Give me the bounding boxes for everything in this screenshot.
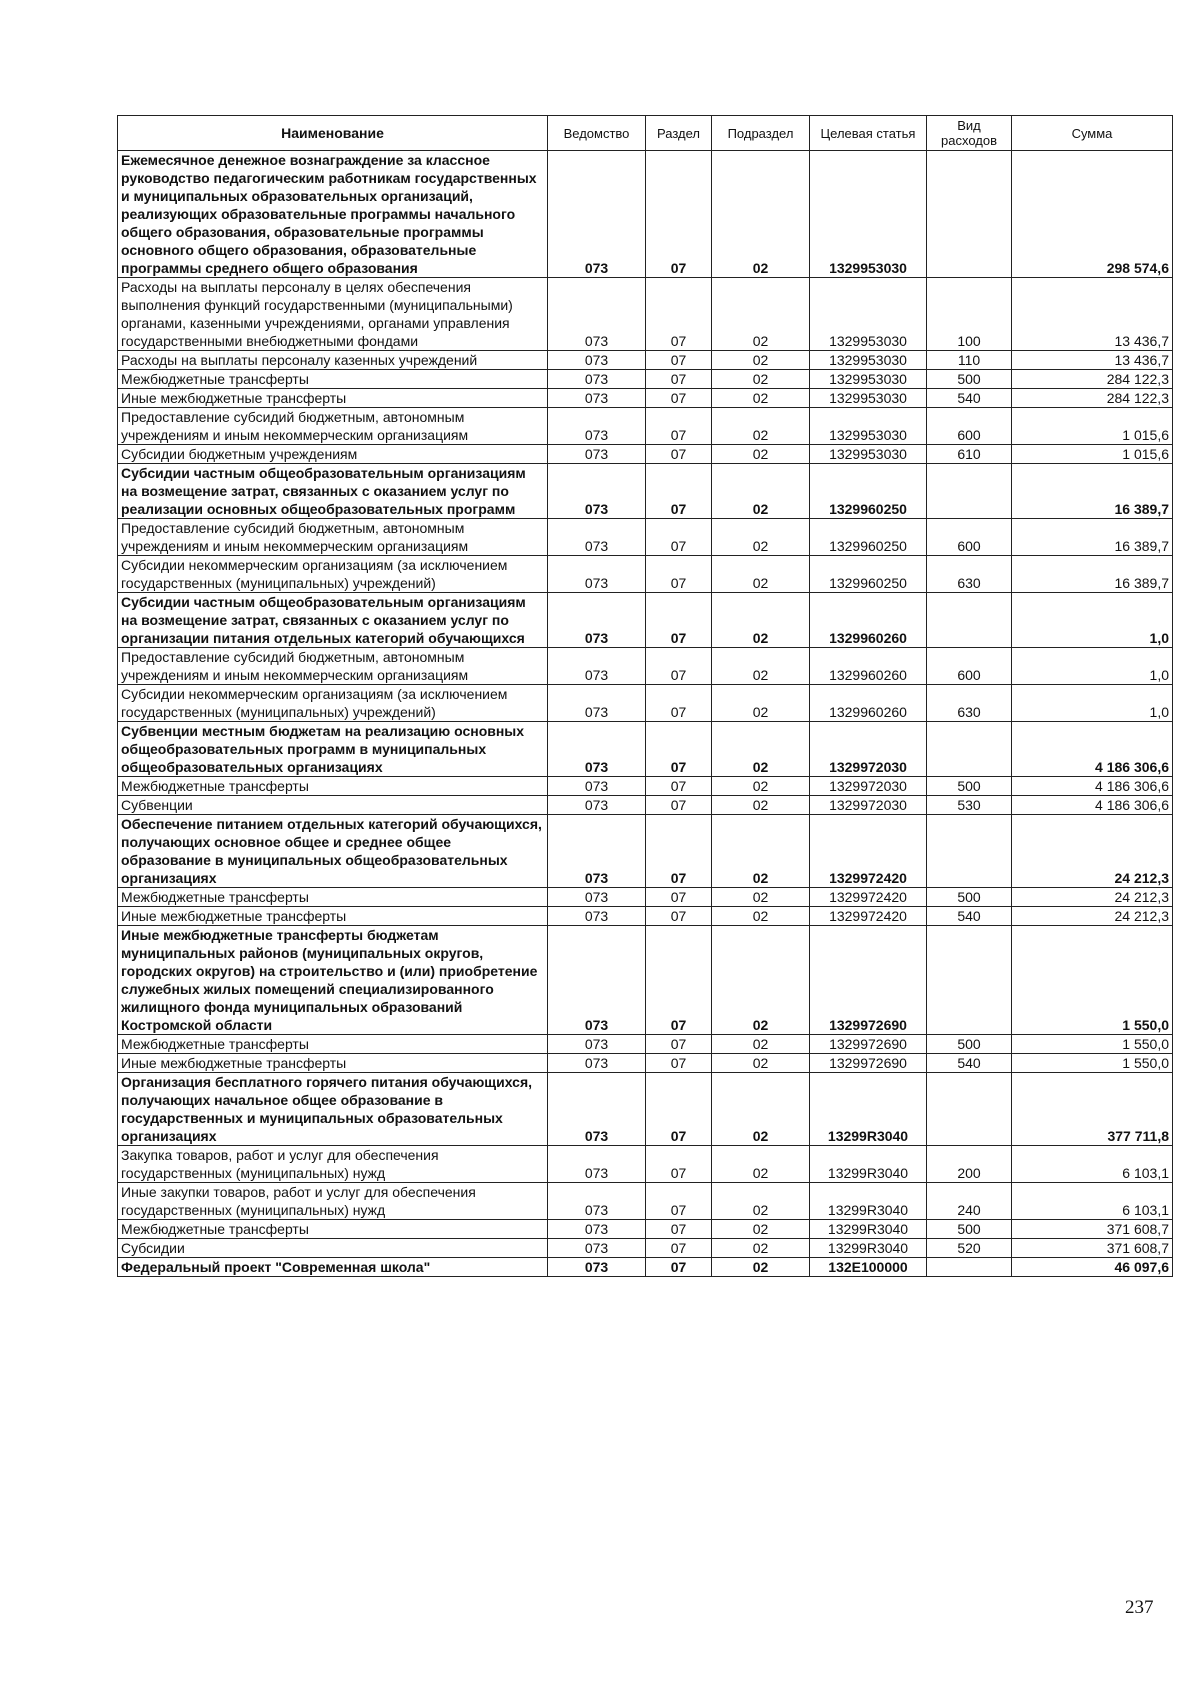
table-row xyxy=(118,1073,1173,1146)
cell-celevaya: 1329953030 xyxy=(810,370,927,389)
cell-vid xyxy=(927,722,1012,777)
cell-vid xyxy=(927,151,1012,278)
cell-summa: 16 389,7 xyxy=(1012,556,1173,593)
header-name: Наименование xyxy=(118,116,548,151)
cell-celevaya: 1329953030 xyxy=(810,351,927,370)
cell-razdel: 07 xyxy=(646,888,712,907)
cell-razdel: 07 xyxy=(646,445,712,464)
cell-celevaya: 13299R3040 xyxy=(810,1073,927,1146)
cell-vedomstvo: 073 xyxy=(548,1239,646,1258)
table-row xyxy=(118,907,1173,926)
cell-name: Субсидии некоммерческим организациям (за исключением государственных (муниципальных) учреждений) xyxy=(118,685,548,722)
cell-vedomstvo: 073 xyxy=(548,278,646,351)
cell-razdel: 07 xyxy=(646,1258,712,1277)
table-body xyxy=(118,151,1173,1277)
table-row xyxy=(118,888,1173,907)
cell-podrazdel: 02 xyxy=(712,464,810,519)
table-row xyxy=(118,1146,1173,1183)
cell-name: Расходы на выплаты персоналу в целях обеспечения выполнения функций государственными (муниципальными) органами, казенными учреждениями, органами управления государственными внебюджетными фондами xyxy=(118,278,548,351)
cell-razdel: 07 xyxy=(646,1054,712,1073)
cell-razdel: 07 xyxy=(646,556,712,593)
cell-name: Субсидии бюджетным учреждениям xyxy=(118,445,548,464)
cell-celevaya: 13299R3040 xyxy=(810,1239,927,1258)
cell-vedomstvo: 073 xyxy=(548,1258,646,1277)
cell-celevaya: 1329953030 xyxy=(810,278,927,351)
cell-vid: 500 xyxy=(927,777,1012,796)
cell-celevaya: 1329972030 xyxy=(810,722,927,777)
cell-razdel: 07 xyxy=(646,777,712,796)
header-podrazdel: Подраздел xyxy=(712,116,810,151)
cell-vid xyxy=(927,815,1012,888)
cell-name: Иные межбюджетные трансферты xyxy=(118,389,548,408)
cell-summa: 1 550,0 xyxy=(1012,926,1173,1035)
cell-podrazdel: 02 xyxy=(712,796,810,815)
cell-vedomstvo: 073 xyxy=(548,1035,646,1054)
cell-vedomstvo: 073 xyxy=(548,445,646,464)
cell-razdel: 07 xyxy=(646,1073,712,1146)
cell-podrazdel: 02 xyxy=(712,278,810,351)
cell-podrazdel: 02 xyxy=(712,648,810,685)
cell-summa: 24 212,3 xyxy=(1012,907,1173,926)
cell-vid: 110 xyxy=(927,351,1012,370)
cell-summa: 1 015,6 xyxy=(1012,445,1173,464)
header-vedomstvo: Ведомство xyxy=(548,116,646,151)
cell-vid: 600 xyxy=(927,519,1012,556)
cell-vid: 500 xyxy=(927,1220,1012,1239)
cell-podrazdel: 02 xyxy=(712,519,810,556)
header-row xyxy=(118,116,1173,151)
cell-summa: 16 389,7 xyxy=(1012,519,1173,556)
cell-vedomstvo: 073 xyxy=(548,464,646,519)
cell-vid: 200 xyxy=(927,1146,1012,1183)
table-row xyxy=(118,1054,1173,1073)
cell-vedomstvo: 073 xyxy=(548,593,646,648)
cell-name: Межбюджетные трансферты xyxy=(118,1035,548,1054)
header-summa: Сумма xyxy=(1012,116,1173,151)
table-row xyxy=(118,151,1173,278)
table-row xyxy=(118,389,1173,408)
cell-vid: 610 xyxy=(927,445,1012,464)
cell-vid: 540 xyxy=(927,1054,1012,1073)
cell-vid: 520 xyxy=(927,1239,1012,1258)
cell-vedomstvo: 073 xyxy=(548,1220,646,1239)
cell-summa: 6 103,1 xyxy=(1012,1146,1173,1183)
cell-vedomstvo: 073 xyxy=(548,351,646,370)
cell-summa: 16 389,7 xyxy=(1012,464,1173,519)
cell-vedomstvo: 073 xyxy=(548,722,646,777)
cell-razdel: 07 xyxy=(646,796,712,815)
cell-vedomstvo: 073 xyxy=(548,1183,646,1220)
table-row xyxy=(118,777,1173,796)
cell-podrazdel: 02 xyxy=(712,370,810,389)
table-row xyxy=(118,926,1173,1035)
cell-razdel: 07 xyxy=(646,370,712,389)
cell-celevaya: 1329972030 xyxy=(810,796,927,815)
cell-podrazdel: 02 xyxy=(712,1073,810,1146)
cell-summa: 1,0 xyxy=(1012,593,1173,648)
cell-vedomstvo: 073 xyxy=(548,926,646,1035)
cell-podrazdel: 02 xyxy=(712,1258,810,1277)
cell-name: Предоставление субсидий бюджетным, автономным учреждениям и иным некоммерческим организациям xyxy=(118,648,548,685)
table-row xyxy=(118,1183,1173,1220)
cell-celevaya: 1329972420 xyxy=(810,907,927,926)
page-number: 237 xyxy=(1125,1597,1154,1618)
cell-celevaya: 1329960250 xyxy=(810,519,927,556)
cell-podrazdel: 02 xyxy=(712,777,810,796)
cell-name: Межбюджетные трансферты xyxy=(118,777,548,796)
cell-summa: 1 550,0 xyxy=(1012,1035,1173,1054)
cell-vid: 540 xyxy=(927,389,1012,408)
cell-razdel: 07 xyxy=(646,685,712,722)
cell-summa: 1,0 xyxy=(1012,648,1173,685)
cell-razdel: 07 xyxy=(646,151,712,278)
cell-celevaya: 1329972690 xyxy=(810,926,927,1035)
cell-razdel: 07 xyxy=(646,1220,712,1239)
cell-celevaya: 132E100000 xyxy=(810,1258,927,1277)
cell-podrazdel: 02 xyxy=(712,1220,810,1239)
cell-name: Ежемесячное денежное вознаграждение за классное руководство педагогическим работникам государственных и муниципальных образовательных организаций, реализующих образовательные программы начального общего образования, образовательные программы основного общего образования, образовательные программы среднего общего образования xyxy=(118,151,548,278)
cell-vedomstvo: 073 xyxy=(548,1054,646,1073)
budget-table xyxy=(117,115,1173,1277)
cell-vedomstvo: 073 xyxy=(548,796,646,815)
header-vid: Вид расходов xyxy=(927,116,1012,151)
cell-vedomstvo: 073 xyxy=(548,519,646,556)
cell-razdel: 07 xyxy=(646,648,712,685)
cell-vid: 530 xyxy=(927,796,1012,815)
cell-celevaya: 1329953030 xyxy=(810,445,927,464)
table-row xyxy=(118,796,1173,815)
cell-summa: 1,0 xyxy=(1012,685,1173,722)
table-row xyxy=(118,1035,1173,1054)
cell-razdel: 07 xyxy=(646,926,712,1035)
cell-name: Иные межбюджетные трансферты xyxy=(118,907,548,926)
cell-summa: 4 186 306,6 xyxy=(1012,777,1173,796)
cell-name: Закупка товаров, работ и услуг для обеспечения государственных (муниципальных) нужд xyxy=(118,1146,548,1183)
cell-summa: 377 711,8 xyxy=(1012,1073,1173,1146)
cell-razdel: 07 xyxy=(646,722,712,777)
cell-name: Межбюджетные трансферты xyxy=(118,888,548,907)
cell-vid: 540 xyxy=(927,907,1012,926)
cell-vedomstvo: 073 xyxy=(548,1146,646,1183)
table-row xyxy=(118,1258,1173,1277)
cell-razdel: 07 xyxy=(646,464,712,519)
cell-vid: 500 xyxy=(927,1035,1012,1054)
cell-summa: 24 212,3 xyxy=(1012,815,1173,888)
cell-summa: 13 436,7 xyxy=(1012,278,1173,351)
table-row xyxy=(118,408,1173,445)
cell-vedomstvo: 073 xyxy=(548,408,646,445)
cell-podrazdel: 02 xyxy=(712,1146,810,1183)
cell-podrazdel: 02 xyxy=(712,722,810,777)
cell-name: Субвенции xyxy=(118,796,548,815)
cell-vedomstvo: 073 xyxy=(548,888,646,907)
cell-podrazdel: 02 xyxy=(712,685,810,722)
cell-vid xyxy=(927,593,1012,648)
cell-vid: 630 xyxy=(927,556,1012,593)
cell-podrazdel: 02 xyxy=(712,593,810,648)
cell-razdel: 07 xyxy=(646,1035,712,1054)
cell-razdel: 07 xyxy=(646,907,712,926)
cell-celevaya: 1329972420 xyxy=(810,815,927,888)
cell-razdel: 07 xyxy=(646,389,712,408)
cell-vedomstvo: 073 xyxy=(548,556,646,593)
cell-razdel: 07 xyxy=(646,1239,712,1258)
cell-summa: 1 550,0 xyxy=(1012,1054,1173,1073)
cell-vid: 240 xyxy=(927,1183,1012,1220)
cell-podrazdel: 02 xyxy=(712,1239,810,1258)
cell-name: Иные межбюджетные трансферты xyxy=(118,1054,548,1073)
cell-name: Субвенции местным бюджетам на реализацию основных общеобразовательных программ в муниципальных общеобразовательных организациях xyxy=(118,722,548,777)
table-row xyxy=(118,685,1173,722)
cell-summa: 1 015,6 xyxy=(1012,408,1173,445)
cell-vedomstvo: 073 xyxy=(548,1073,646,1146)
cell-celevaya: 1329960260 xyxy=(810,685,927,722)
cell-summa: 4 186 306,6 xyxy=(1012,796,1173,815)
table-row xyxy=(118,648,1173,685)
cell-podrazdel: 02 xyxy=(712,926,810,1035)
cell-summa: 284 122,3 xyxy=(1012,389,1173,408)
cell-summa: 298 574,6 xyxy=(1012,151,1173,278)
cell-celevaya: 1329953030 xyxy=(810,151,927,278)
cell-vedomstvo: 073 xyxy=(548,815,646,888)
cell-podrazdel: 02 xyxy=(712,888,810,907)
cell-celevaya: 1329972690 xyxy=(810,1035,927,1054)
cell-vid: 600 xyxy=(927,648,1012,685)
cell-name: Субсидии частным общеобразовательным организациям на возмещение затрат, связанных с оказанием услуг по реализации основных общеобразовательных программ xyxy=(118,464,548,519)
cell-vedomstvo: 073 xyxy=(548,648,646,685)
cell-name: Субсидии частным общеобразовательным организациям на возмещение затрат, связанных с оказанием услуг по организации питания отдельных категорий обучающихся xyxy=(118,593,548,648)
cell-name: Иные межбюджетные трансферты бюджетам муниципальных районов (муниципальных округов, городских округов) на строительство и (или) приобретение служебных жилых помещений специализированного жилищного фонда муниципальных образований Костромской области xyxy=(118,926,548,1035)
cell-celevaya: 1329960260 xyxy=(810,648,927,685)
table-row xyxy=(118,593,1173,648)
cell-vedomstvo: 073 xyxy=(548,907,646,926)
cell-vid: 100 xyxy=(927,278,1012,351)
cell-summa: 371 608,7 xyxy=(1012,1239,1173,1258)
cell-vid xyxy=(927,926,1012,1035)
table-row xyxy=(118,351,1173,370)
cell-celevaya: 13299R3040 xyxy=(810,1146,927,1183)
cell-name: Межбюджетные трансферты xyxy=(118,370,548,389)
cell-vedomstvo: 073 xyxy=(548,389,646,408)
cell-name: Предоставление субсидий бюджетным, автономным учреждениям и иным некоммерческим организациям xyxy=(118,408,548,445)
cell-vid: 500 xyxy=(927,888,1012,907)
cell-podrazdel: 02 xyxy=(712,1054,810,1073)
cell-razdel: 07 xyxy=(646,351,712,370)
cell-celevaya: 1329972030 xyxy=(810,777,927,796)
cell-podrazdel: 02 xyxy=(712,389,810,408)
cell-vid xyxy=(927,1258,1012,1277)
cell-podrazdel: 02 xyxy=(712,151,810,278)
cell-celevaya: 13299R3040 xyxy=(810,1220,927,1239)
table-row xyxy=(118,278,1173,351)
table-row xyxy=(118,722,1173,777)
cell-vid xyxy=(927,1073,1012,1146)
cell-name: Организация бесплатного горячего питания обучающихся, получающих начальное общее образование в государственных и муниципальных образовательных организациях xyxy=(118,1073,548,1146)
cell-razdel: 07 xyxy=(646,593,712,648)
cell-name: Субсидии некоммерческим организациям (за исключением государственных (муниципальных) учреждений) xyxy=(118,556,548,593)
cell-razdel: 07 xyxy=(646,1183,712,1220)
cell-name: Субсидии xyxy=(118,1239,548,1258)
cell-vid: 500 xyxy=(927,370,1012,389)
cell-vedomstvo: 073 xyxy=(548,370,646,389)
cell-vid: 600 xyxy=(927,408,1012,445)
cell-razdel: 07 xyxy=(646,815,712,888)
cell-celevaya: 1329972420 xyxy=(810,888,927,907)
cell-podrazdel: 02 xyxy=(712,445,810,464)
cell-summa: 371 608,7 xyxy=(1012,1220,1173,1239)
table-row xyxy=(118,815,1173,888)
cell-vid xyxy=(927,464,1012,519)
cell-name: Предоставление субсидий бюджетным, автономным учреждениям и иным некоммерческим организациям xyxy=(118,519,548,556)
cell-name: Федеральный проект "Современная школа" xyxy=(118,1258,548,1277)
cell-name: Расходы на выплаты персоналу казенных учреждений xyxy=(118,351,548,370)
cell-podrazdel: 02 xyxy=(712,351,810,370)
cell-vedomstvo: 073 xyxy=(548,151,646,278)
cell-vedomstvo: 073 xyxy=(548,777,646,796)
cell-celevaya: 1329972690 xyxy=(810,1054,927,1073)
cell-razdel: 07 xyxy=(646,278,712,351)
table-row xyxy=(118,519,1173,556)
table-row xyxy=(118,445,1173,464)
table-row xyxy=(118,464,1173,519)
cell-podrazdel: 02 xyxy=(712,1035,810,1054)
cell-vedomstvo: 073 xyxy=(548,685,646,722)
cell-podrazdel: 02 xyxy=(712,1183,810,1220)
cell-summa: 24 212,3 xyxy=(1012,888,1173,907)
table-row xyxy=(118,370,1173,389)
cell-name: Иные закупки товаров, работ и услуг для обеспечения государственных (муниципальных) нужд xyxy=(118,1183,548,1220)
cell-podrazdel: 02 xyxy=(712,815,810,888)
cell-podrazdel: 02 xyxy=(712,907,810,926)
header-celevaya: Целевая статья xyxy=(810,116,927,151)
cell-podrazdel: 02 xyxy=(712,556,810,593)
cell-razdel: 07 xyxy=(646,408,712,445)
header-razdel: Раздел xyxy=(646,116,712,151)
cell-celevaya: 1329960260 xyxy=(810,593,927,648)
cell-celevaya: 1329960250 xyxy=(810,464,927,519)
cell-summa: 6 103,1 xyxy=(1012,1183,1173,1220)
cell-summa: 4 186 306,6 xyxy=(1012,722,1173,777)
cell-razdel: 07 xyxy=(646,1146,712,1183)
cell-summa: 46 097,6 xyxy=(1012,1258,1173,1277)
cell-podrazdel: 02 xyxy=(712,408,810,445)
cell-summa: 284 122,3 xyxy=(1012,370,1173,389)
cell-vid: 630 xyxy=(927,685,1012,722)
table-row xyxy=(118,1220,1173,1239)
cell-celevaya: 1329960250 xyxy=(810,556,927,593)
table-row xyxy=(118,556,1173,593)
cell-celevaya: 1329953030 xyxy=(810,408,927,445)
cell-razdel: 07 xyxy=(646,519,712,556)
cell-name: Межбюджетные трансферты xyxy=(118,1220,548,1239)
cell-summa: 13 436,7 xyxy=(1012,351,1173,370)
cell-celevaya: 1329953030 xyxy=(810,389,927,408)
table-row xyxy=(118,1239,1173,1258)
cell-name: Обеспечение питанием отдельных категорий обучающихся, получающих основное общее и среднее общее образование в муниципальных общеобразовательных организациях xyxy=(118,815,548,888)
cell-celevaya: 13299R3040 xyxy=(810,1183,927,1220)
